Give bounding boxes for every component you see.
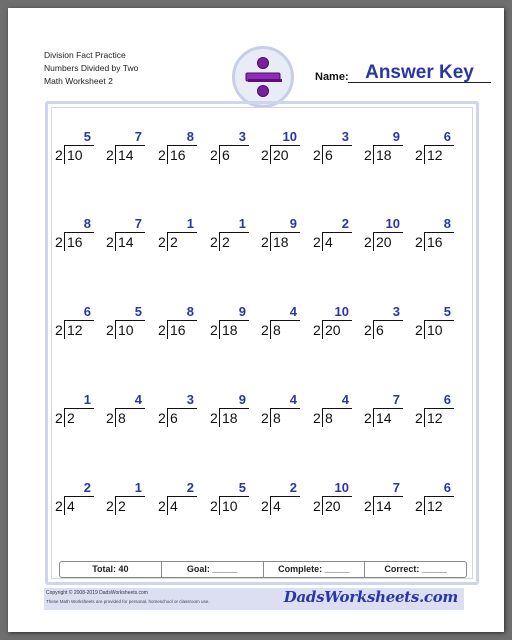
- divisor: 2: [313, 410, 321, 426]
- division-problem: [209, 393, 249, 433]
- quotient-answer: 7: [392, 480, 400, 495]
- copyright-text: Copyright © 2008-2019 DadsWorksheets.com: [46, 590, 148, 596]
- division-symbol-icon: [232, 46, 294, 108]
- dividend: 18: [273, 234, 289, 250]
- divisor: 2: [364, 410, 372, 426]
- divisor: 2: [261, 410, 269, 426]
- dividend: 8: [325, 410, 333, 426]
- name-field[interactable]: [348, 63, 491, 83]
- worksheet-title-block: [44, 49, 138, 88]
- dividend: 4: [67, 498, 75, 514]
- dividend: 12: [67, 322, 83, 338]
- division-problem: [363, 130, 403, 170]
- dividend: 12: [427, 498, 443, 514]
- division-problem: [157, 217, 197, 257]
- quotient-answer: 4: [341, 392, 349, 407]
- divisor: 2: [55, 234, 63, 250]
- dividend: 20: [376, 234, 392, 250]
- quotient-answer: 3: [238, 129, 246, 144]
- divisor: 2: [106, 147, 114, 163]
- quotient-answer: 5: [134, 304, 142, 319]
- dividend: 18: [222, 322, 238, 338]
- correct-field[interactable]: Correct: _____: [384, 564, 447, 574]
- quotient-answer: 1: [134, 480, 142, 495]
- quotient-answer: 8: [83, 216, 91, 231]
- divisor: 2: [158, 410, 166, 426]
- quotient-answer: 9: [238, 304, 246, 319]
- dividend: 4: [273, 498, 281, 514]
- division-problem: [54, 393, 94, 433]
- divisor: 2: [313, 234, 321, 250]
- divisor: 2: [158, 147, 166, 163]
- division-problem: [54, 217, 94, 257]
- quotient-answer: 9: [392, 129, 400, 144]
- dividend: 18: [376, 147, 392, 163]
- score-bar: [59, 561, 467, 578]
- quotient-answer: 1: [186, 216, 194, 231]
- complete-field[interactable]: Complete: _____: [264, 562, 366, 577]
- division-problem: [260, 393, 300, 433]
- division-problem: [105, 481, 145, 521]
- division-problem: [414, 481, 454, 521]
- dividend: 8: [273, 410, 281, 426]
- quotient-answer: 7: [392, 392, 400, 407]
- divisor: 2: [55, 147, 63, 163]
- quotient-answer: 6: [443, 129, 451, 144]
- division-problem: [260, 217, 300, 257]
- divisor: 2: [415, 410, 423, 426]
- quotient-answer: 7: [134, 129, 142, 144]
- quotient-answer: 10: [334, 304, 349, 319]
- divisor: 2: [415, 234, 423, 250]
- dividend: 14: [376, 498, 392, 514]
- dividend: 16: [427, 234, 443, 250]
- dividend: 6: [325, 147, 333, 163]
- quotient-answer: 4: [134, 392, 142, 407]
- divisor: 2: [210, 410, 218, 426]
- dividend: 4: [170, 498, 178, 514]
- divisor: 2: [210, 498, 218, 514]
- dividend: 6: [222, 147, 230, 163]
- quotient-answer: 5: [443, 304, 451, 319]
- divisor: 2: [106, 498, 114, 514]
- quotient-answer: 9: [238, 392, 246, 407]
- divisor: 2: [415, 322, 423, 338]
- quotient-answer: 10: [385, 216, 400, 231]
- divisor: 2: [261, 234, 269, 250]
- quotient-answer: 3: [186, 392, 194, 407]
- division-problem: [312, 305, 352, 345]
- division-problem: [363, 481, 403, 521]
- total-count: Total: 40: [60, 562, 162, 577]
- dividend: 2: [170, 234, 178, 250]
- division-problem: [363, 217, 403, 257]
- quotient-answer: 5: [83, 129, 91, 144]
- quotient-answer: 1: [83, 392, 91, 407]
- usage-note: These Math Worksheets are provided for personal, homeschool or classroom use.: [46, 599, 210, 604]
- dividend: 14: [376, 410, 392, 426]
- quotient-answer: 10: [334, 480, 349, 495]
- dividend: 16: [170, 147, 186, 163]
- dividend: 6: [170, 410, 178, 426]
- quotient-answer: 8: [443, 216, 451, 231]
- dividend: 10: [67, 147, 83, 163]
- division-problem: [414, 305, 454, 345]
- name-label: Name:: [315, 71, 349, 83]
- divisor: 2: [106, 322, 114, 338]
- dividend: 18: [222, 410, 238, 426]
- dividend: 14: [118, 234, 134, 250]
- division-problem: [105, 130, 145, 170]
- divisor: 2: [364, 147, 372, 163]
- dividend: 10: [222, 498, 238, 514]
- title-line-1: Division Fact Practice: [44, 50, 126, 60]
- divisor: 2: [364, 234, 372, 250]
- dividend: 8: [118, 410, 126, 426]
- title-line-2: Numbers Divided by Two: [44, 63, 139, 73]
- quotient-answer: 5: [238, 480, 246, 495]
- division-problem: [312, 393, 352, 433]
- divisor: 2: [261, 498, 269, 514]
- divisor: 2: [313, 322, 321, 338]
- brand-logo[interactable]: DadsWorksheets.com: [283, 588, 458, 606]
- dividend: 14: [118, 147, 134, 163]
- quotient-answer: 3: [392, 304, 400, 319]
- division-problem: [209, 481, 249, 521]
- division-problem: [312, 217, 352, 257]
- quotient-answer: 4: [289, 304, 297, 319]
- dividend: 12: [427, 147, 443, 163]
- division-problem: [312, 481, 352, 521]
- dividend: 12: [427, 410, 443, 426]
- dividend: 20: [325, 498, 341, 514]
- divisor: 2: [158, 322, 166, 338]
- division-problem: [209, 217, 249, 257]
- quotient-answer: 2: [289, 480, 297, 495]
- divisor: 2: [261, 322, 269, 338]
- divisor: 2: [158, 234, 166, 250]
- quotient-answer: 9: [289, 216, 297, 231]
- worksheet-page: [8, 8, 504, 632]
- divisor: 2: [210, 322, 218, 338]
- division-problem: [363, 305, 403, 345]
- division-problem: [54, 305, 94, 345]
- division-problem: [260, 305, 300, 345]
- division-problem: [157, 393, 197, 433]
- division-problem: [312, 130, 352, 170]
- division-problem: [105, 305, 145, 345]
- dividend: 10: [118, 322, 134, 338]
- divisor: 2: [313, 498, 321, 514]
- quotient-answer: 2: [83, 480, 91, 495]
- divisor: 2: [55, 498, 63, 514]
- division-problem: [105, 217, 145, 257]
- divisor: 2: [210, 234, 218, 250]
- quotient-answer: 4: [289, 392, 297, 407]
- dividend: 6: [376, 322, 384, 338]
- dividend: 20: [273, 147, 289, 163]
- quotient-answer: 7: [134, 216, 142, 231]
- answer-key-label: Answer Key: [365, 62, 474, 83]
- division-problem: [54, 481, 94, 521]
- dividend: 2: [67, 410, 75, 426]
- dividend: 2: [118, 498, 126, 514]
- divisor: 2: [415, 147, 423, 163]
- quotient-answer: 1: [238, 216, 246, 231]
- divisor: 2: [415, 498, 423, 514]
- divisor: 2: [313, 147, 321, 163]
- quotient-answer: 6: [443, 392, 451, 407]
- divisor: 2: [261, 147, 269, 163]
- division-problem: [157, 481, 197, 521]
- division-problem: [54, 130, 94, 170]
- dividend: 20: [325, 322, 341, 338]
- goal-field[interactable]: Goal: _____: [162, 562, 264, 577]
- division-problem: [363, 393, 403, 433]
- division-problem: [157, 130, 197, 170]
- division-problem: [260, 481, 300, 521]
- division-problem: [209, 130, 249, 170]
- divisor: 2: [106, 410, 114, 426]
- divisor: 2: [158, 498, 166, 514]
- dividend: 2: [222, 234, 230, 250]
- quotient-answer: 8: [186, 129, 194, 144]
- division-problem: [209, 305, 249, 345]
- divisor: 2: [210, 147, 218, 163]
- quotient-answer: 10: [282, 129, 297, 144]
- quotient-answer: 2: [341, 216, 349, 231]
- division-problem: [260, 130, 300, 170]
- division-problem: [157, 305, 197, 345]
- quotient-answer: 6: [443, 480, 451, 495]
- division-problem: [105, 393, 145, 433]
- quotient-answer: 6: [83, 304, 91, 319]
- division-problem: [414, 217, 454, 257]
- divisor: 2: [55, 322, 63, 338]
- title-line-3: Math Worksheet 2: [44, 76, 113, 86]
- copyright-strip: [44, 588, 464, 610]
- division-problem: [414, 393, 454, 433]
- dividend: 4: [325, 234, 333, 250]
- quotient-answer: 8: [186, 304, 194, 319]
- dividend: 16: [67, 234, 83, 250]
- divisor: 2: [106, 234, 114, 250]
- dividend: 10: [427, 322, 443, 338]
- quotient-answer: 3: [341, 129, 349, 144]
- divisor: 2: [55, 410, 63, 426]
- division-problem: [414, 130, 454, 170]
- quotient-answer: 2: [186, 480, 194, 495]
- divisor: 2: [364, 498, 372, 514]
- dividend: 8: [273, 322, 281, 338]
- dividend: 16: [170, 322, 186, 338]
- divisor: 2: [364, 322, 372, 338]
